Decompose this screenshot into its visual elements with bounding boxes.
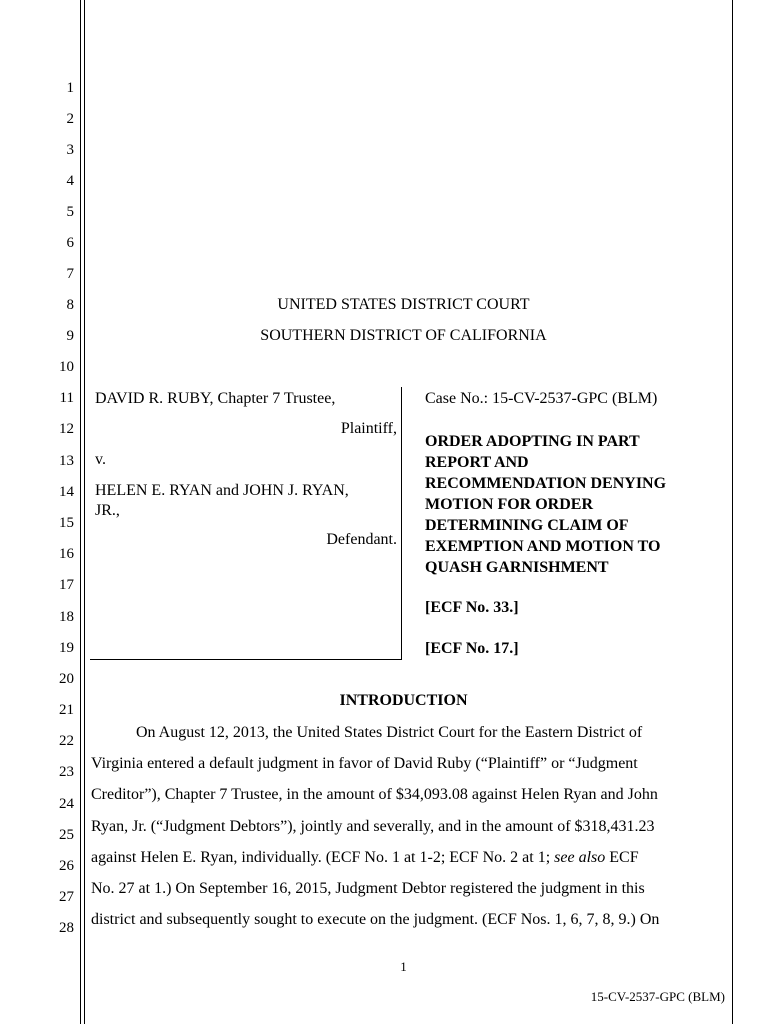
body-paragraph-line: On August 12, 2013, the United States District Court for the Eastern District of xyxy=(136,724,643,741)
line-number: 17 xyxy=(59,577,74,593)
right-margin-rule xyxy=(732,0,733,1024)
body-paragraph-line: Ryan, Jr. (“Judgment Debtors”), jointly and severally, and in the amount of $318,431.23 xyxy=(91,818,655,835)
order-title-line: EXEMPTION AND MOTION TO xyxy=(425,538,661,555)
line-number: 26 xyxy=(59,858,74,874)
line-number: 16 xyxy=(59,546,74,562)
order-title-line: MOTION FOR ORDER xyxy=(425,496,593,513)
ecf-reference-1: [ECF No. 33.] xyxy=(425,599,519,616)
line-number: 27 xyxy=(59,889,74,905)
order-title-line: DETERMINING CLAIM OF xyxy=(425,517,629,534)
order-title-line: RECOMMENDATION DENYING xyxy=(425,475,667,492)
order-title-line: REPORT AND xyxy=(425,454,529,471)
defendant-name-line-2: JR., xyxy=(95,502,120,519)
defendant-name-line-1: HELEN E. RYAN and JOHN J. RYAN, xyxy=(95,482,349,499)
body-paragraph-line: No. 27 at 1.) On September 16, 2015, Judgment Debtor registered the judgment in this xyxy=(91,880,645,897)
line-number: 8 xyxy=(66,297,74,313)
body-text: against Helen E. Ryan, individually. (ECF No. 1 at 1-2; ECF No. 2 at 1; xyxy=(91,849,555,866)
line-number: 15 xyxy=(59,515,74,531)
line-number: 12 xyxy=(59,421,74,437)
line-number: 2 xyxy=(66,111,74,127)
line-number: 4 xyxy=(66,173,74,189)
plaintiff-role: Plaintiff, xyxy=(340,420,397,437)
line-number: 3 xyxy=(66,142,74,158)
body-paragraph-line: district and subsequently sought to execute on the judgment. (ECF Nos. 1, 6, 7, 8, 9.) On xyxy=(91,911,660,928)
body-paragraph-line: Creditor”), Chapter 7 Trustee, in the amount of $34,093.08 against Helen Ryan and John xyxy=(91,786,658,803)
plaintiff-name: DAVID R. RUBY, Chapter 7 Trustee, xyxy=(95,390,336,407)
line-number: 23 xyxy=(59,764,74,780)
left-margin-rule-outer xyxy=(80,0,81,1024)
line-number: 6 xyxy=(66,235,74,251)
line-number: 20 xyxy=(59,671,74,687)
line-number: 28 xyxy=(59,920,74,936)
line-number: 25 xyxy=(59,827,74,843)
versus: v. xyxy=(95,451,106,468)
court-district: SOUTHERN DISTRICT OF CALIFORNIA xyxy=(260,327,547,344)
line-number: 9 xyxy=(66,328,74,344)
line-number: 14 xyxy=(59,484,74,500)
case-number: Case No.: 15-CV-2537-GPC (BLM) xyxy=(425,390,658,407)
order-title xyxy=(425,431,715,578)
line-number: 7 xyxy=(66,266,74,282)
line-number: 21 xyxy=(59,702,74,718)
court-name: UNITED STATES DISTRICT COURT xyxy=(277,296,530,313)
left-margin-rule-inner xyxy=(84,0,85,1024)
line-number: 5 xyxy=(66,204,74,220)
body-paragraph-line xyxy=(91,849,716,867)
line-number: 11 xyxy=(59,390,74,406)
line-number: 13 xyxy=(59,453,74,469)
line-number: 18 xyxy=(59,609,74,625)
order-title-line: QUASH GARNISHMENT xyxy=(425,559,609,576)
line-number: 10 xyxy=(59,359,74,375)
order-title-line: ORDER ADOPTING IN PART xyxy=(425,433,640,450)
body-text: ECF xyxy=(605,849,639,866)
line-number: 22 xyxy=(59,733,74,749)
line-number: 19 xyxy=(59,640,74,656)
footer-case-reference: 15-CV-2537-GPC (BLM) xyxy=(590,989,725,1004)
page-number: 1 xyxy=(400,959,407,974)
section-heading: INTRODUCTION xyxy=(339,692,468,709)
defendant-role: Defendant. xyxy=(326,531,397,548)
line-number: 1 xyxy=(66,80,74,96)
body-paragraph-line: Virginia entered a default judgment in favor of David Ruby (“Plaintiff” or “Judgment xyxy=(91,755,638,772)
ecf-reference-2: [ECF No. 17.] xyxy=(425,640,519,657)
citation-signal: see also xyxy=(554,849,606,866)
line-number: 24 xyxy=(59,796,74,812)
